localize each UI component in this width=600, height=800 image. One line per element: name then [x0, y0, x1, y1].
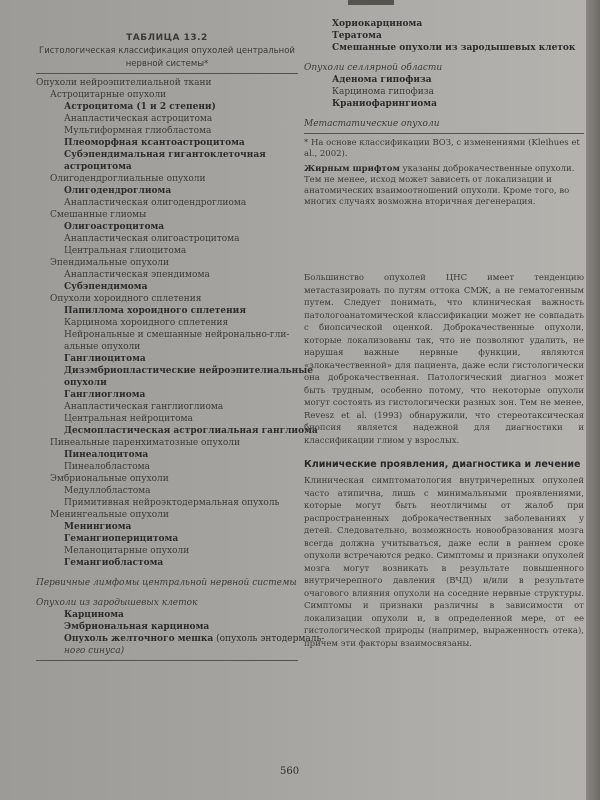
list-item-text: Опухоли нейроэпителиальной ткани	[36, 78, 212, 88]
list-item	[36, 633, 325, 645]
list-item-text: Анапластическая эпендимома	[64, 270, 210, 280]
list-item	[36, 389, 298, 401]
list-item-text: Карцинома гипофиза	[332, 87, 434, 97]
table-bottom-rule	[36, 660, 298, 661]
list-item	[36, 317, 298, 329]
list-item-text: Астроцитарные опухоли	[50, 90, 167, 100]
list-item-text: Примитивная нейроэктодермальная опухоль	[64, 498, 280, 508]
list-item-text: Субэпендимальная гигантоклеточная	[64, 150, 266, 160]
list-item	[304, 86, 584, 98]
list-item-text: астроцитома	[64, 162, 132, 172]
list-item-text: Краниофарингиома	[332, 99, 437, 109]
table-footnote: * На основе классификации ВОЗ, с изменениями (Kleihues et al., 2002).	[304, 138, 580, 159]
list-item-text: Плеоморфная ксантоастроцитома	[64, 138, 245, 148]
list-item	[36, 161, 298, 173]
list-item	[304, 74, 584, 86]
list-item	[36, 185, 298, 197]
list-item-text: Нейрональные и смешанные нейронально-гли-	[64, 330, 290, 340]
list-item-suffix: (опухоль энтодермаль-	[213, 634, 325, 644]
list-item	[36, 113, 298, 125]
list-item	[36, 437, 298, 449]
list-item	[36, 125, 298, 137]
list-item	[36, 557, 298, 569]
list-item-text: альные опухоли	[64, 342, 141, 352]
list-item	[36, 645, 298, 657]
list-item-text: Олигоастроцитома	[64, 222, 165, 232]
list-item	[36, 621, 298, 633]
list-item	[36, 233, 298, 245]
list-item	[36, 209, 298, 221]
list-item-text: Дизэмбриопластические нейроэпителиальные	[64, 366, 313, 376]
list-item	[36, 101, 298, 113]
list-item-text: Анапластическая астроцитома	[64, 114, 213, 124]
section-heading: Клинические проявления, диагностика и лечение	[304, 459, 581, 470]
list-item-text: Эмбриональные опухоли	[50, 474, 169, 484]
list-item	[36, 173, 298, 185]
list-item-text: Пинеалобластома	[64, 462, 150, 472]
list-item	[36, 197, 298, 209]
list-item-text: Опухоль желточного мешка	[64, 634, 214, 644]
list-item-text: Эмбриональная карцинома	[64, 622, 210, 632]
sellar-list	[304, 74, 584, 110]
table-end-rule	[304, 133, 584, 134]
table-top-rule	[36, 73, 298, 74]
table-continuation-list	[304, 18, 584, 54]
list-item-text: Астроцитома (1 и 2 степени)	[64, 102, 216, 112]
list-item-text: Анапластическая олигоастроцитома	[64, 234, 240, 244]
list-item	[36, 293, 298, 305]
list-item-text: Десмопластическая астроглиальная ганглиома	[64, 426, 318, 436]
list-item-text: Субэпендимома	[64, 282, 148, 292]
list-item	[36, 509, 298, 521]
paragraph-clinical: Клиническая симптоматология внутричерепных опухолей часто атипична, лишь с минимальными проявлениями, которые могут быть неотличимы от жалоб при распространенных доброкачественных заболеваниях у детей. Следовательно, возможность новообразования мозга всегда должна учитываться, даже если в раннем сроке опухоли встречаются редко. Симптомы и признаки опухолей мозга могут возникать в результате повышенного внутричерепного давления (ВЧД) и/или в результате очагового влияния опухоли на соседние нервные структуры. Симптомы и признаки различны в зависимости от локализации опухоли и, в определенной мере, от ее гистологической природы (например, выраженность отека), причем эти факторы взаимосвязаны.	[304, 476, 584, 649]
list-item	[304, 98, 584, 110]
list-item-text: Гемангиобластома	[64, 558, 164, 568]
running-header-mark	[348, 0, 394, 5]
list-item-text: Гемангиоперицитома	[64, 534, 179, 544]
list-item-text: опухоли	[64, 378, 107, 388]
list-item	[36, 413, 298, 425]
list-item-text: Меланоцитарные опухоли	[64, 546, 190, 556]
list-item	[36, 89, 298, 101]
list-item	[36, 401, 298, 413]
page-number: 560	[280, 766, 300, 777]
list-item-text: Пинеальные паренхиматозные опухоли	[50, 438, 240, 448]
note-bold-label: Жирным шрифтом	[304, 164, 400, 174]
germ-cell-heading: Опухоли из зародышевых клеток	[36, 598, 198, 608]
list-item	[36, 245, 298, 257]
list-item	[304, 42, 584, 54]
germ-cell-list	[36, 609, 325, 657]
list-item-text: Смешанные глиомы	[50, 210, 147, 220]
note-text: указаны доброкачественные опухоли. Тем не менее, исход может зависеть от локализации и анатомических взаимоотношений опухоли. Кроме того, во многих случаях возможна вторичная дегенерация.	[304, 164, 575, 207]
list-item	[36, 449, 298, 461]
list-item	[36, 425, 318, 437]
list-item-text: Центральная нейроцитома	[64, 414, 193, 424]
list-item-text: Анапластическая олигодендроглиома	[64, 198, 247, 208]
list-item	[304, 30, 584, 42]
list-item-text: Эпендимальные опухоли	[50, 258, 170, 268]
list-item-text: Анапластическая ганглиоглиома	[64, 402, 224, 412]
list-item	[36, 77, 298, 89]
list-item-text: Карцинома хороидного сплетения	[64, 318, 229, 328]
list-item-text: ного синуса)	[64, 646, 125, 656]
text-column	[304, 18, 584, 650]
lymphoma-heading: Первичные лимфомы центральной нервной системы	[36, 578, 297, 588]
sellar-heading: Опухоли селлярной области	[304, 63, 443, 73]
list-item	[36, 461, 298, 473]
list-item	[36, 353, 298, 365]
list-item	[36, 545, 298, 557]
list-item-text: Хориокарцинома	[332, 19, 423, 29]
list-item	[304, 18, 584, 30]
list-item	[36, 221, 298, 233]
list-item	[36, 533, 298, 545]
list-item	[36, 473, 298, 485]
list-item	[36, 257, 298, 269]
list-item	[36, 305, 298, 317]
list-item-text: Смешанные опухоли из зародышевых клеток	[332, 43, 576, 53]
table-note	[304, 164, 584, 208]
list-item-text: Центральная глиоцитома	[64, 246, 187, 256]
table-title: ТАБЛИЦА 13.2	[126, 33, 208, 43]
list-item-text: Карцинома	[64, 610, 124, 620]
list-item-text: Олигодендроглиальные опухоли	[50, 174, 206, 184]
list-item	[36, 521, 298, 533]
list-item-text: Менингиома	[64, 522, 132, 532]
list-item	[36, 329, 298, 341]
list-item	[36, 149, 298, 161]
list-item-text: Опухоли хороидного сплетения	[50, 294, 202, 304]
paragraph-biopsy: Большинство опухолей ЦНС имеет тенденцию метастазировать по путям оттока СМЖ, а не гематогенным путем. Следует понимать, что клиническая важность патологоанатомической классификации может не совпадать с биопсической оценкой. Доброкачественные опухоли, которые локализованы так, что не позволяют удалить, не нарушая важные нервные функции, являются «злокачественной» для пациента, даже если гистологически она доброкачественная. Патологический диагноз может быть трудным, особенно потому, что некоторые опухоли могут состоять из гистологически разных зон. Тем не менее, Revesz et al. (1993) обнаружили, что стереотаксическая биопсия является надежной для диагностики и классификации глиом у взрослых.	[304, 273, 584, 446]
list-item	[36, 377, 298, 389]
classification-list	[36, 77, 318, 569]
list-item	[36, 609, 298, 621]
list-item-text: Ганглиоглиома	[64, 390, 146, 400]
metastatic-heading: Метастатические опухоли	[304, 119, 440, 129]
list-item	[36, 485, 298, 497]
table-subtitle-line1: Гистологическая классификация опухолей центральной	[39, 46, 295, 56]
list-item-text: Ганглиоцитома	[64, 354, 146, 364]
list-item-text: Тератома	[332, 31, 382, 41]
list-item-text: Олигодендроглиома	[64, 186, 172, 196]
list-item	[36, 341, 298, 353]
list-item-text: Пинеалоцитома	[64, 450, 149, 460]
list-item	[36, 497, 298, 509]
list-item-text: Мультиформная глиобластома	[64, 126, 212, 136]
table-column	[36, 32, 325, 664]
table-subtitle-line2: нервной системы*	[125, 59, 209, 69]
list-item-text: Менингеальные опухоли	[50, 510, 169, 520]
list-item	[36, 269, 298, 281]
list-item	[36, 365, 313, 377]
list-item	[36, 137, 298, 149]
list-item	[36, 281, 298, 293]
list-item-text: Аденома гипофиза	[332, 75, 432, 85]
list-item-text: Папиллома хороидного сплетения	[64, 306, 247, 316]
list-item-text: Медуллобластома	[64, 486, 151, 496]
